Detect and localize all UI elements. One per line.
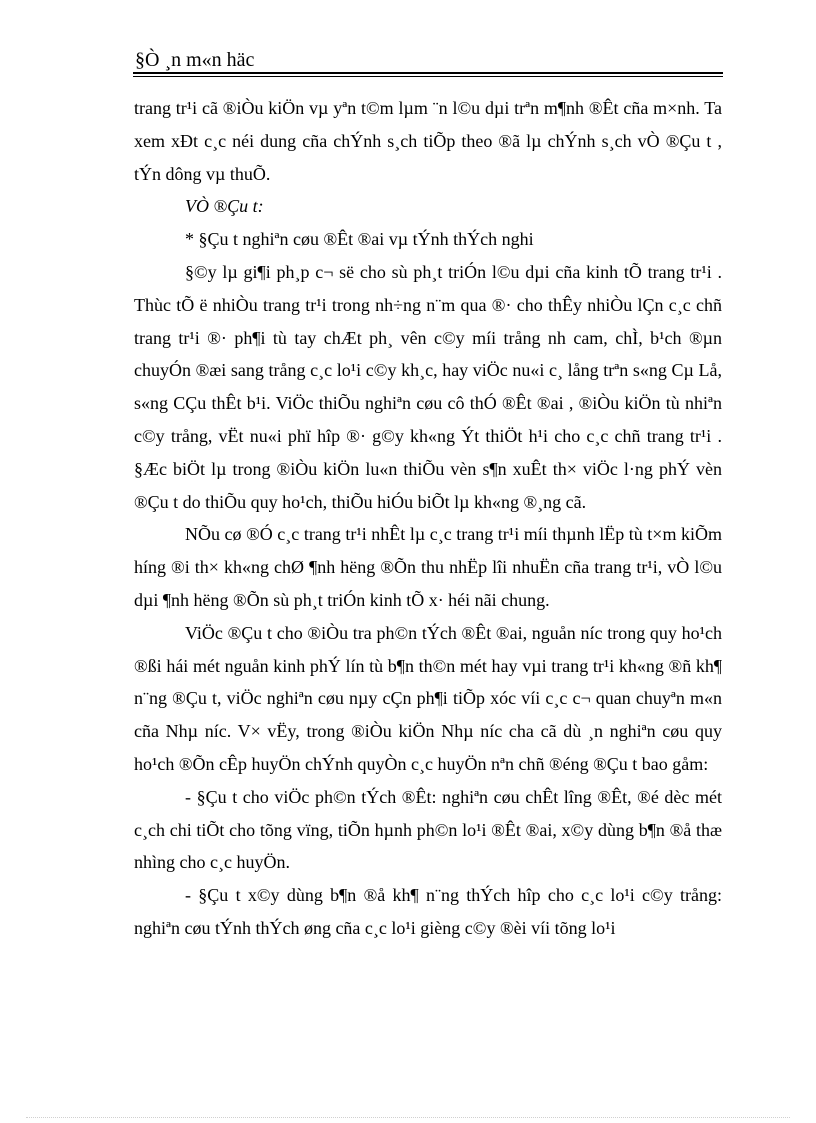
page-header — [133, 48, 723, 76]
page-bottom-border — [26, 1117, 790, 1118]
header-title: §Ò ¸n m«n häc — [135, 49, 255, 71]
section-heading-investment: VÒ ®Çu t: — [185, 196, 264, 217]
paragraph: NÕu cø ®Ó c¸c trang tr¹i nhÊt lµ c¸c trang tr¹i míi thµnh lËp tù t×m kiÕm híng ®i th× kh«ng chØ ¶nh hëng ®Õn thu nhËp lîi nhuËn cña trang tr¹i, vÒ l©u dµi ¶nh hëng ®Õn sù ph¸t triÓn kinh tÕ x· héi nãi chung. — [134, 524, 722, 610]
paragraph-continuation: trang tr¹i cã ®iÒu kiÖn vµ yªn t©m lµm ¨n l©u dµi trªn m¶nh ®Êt cña m×nh. Ta xem xÐt c¸c néi dung cña chÝnh s¸ch tiÕp theo ®ã lµ chÝnh s¸ch vÒ ®Çu t , tÝn dông vµ thuÕ. — [134, 98, 722, 184]
paragraph: §©y lµ gi¶i ph¸p c¬ së cho sù ph¸t triÓn l©u dµi cña kinh tÕ trang tr¹i . Thùc tÕ ë nhiÒu trang tr¹i trong nh÷ng n¨m qua ®· cho thÊy nhiÒu lÇn c¸c chñ trang tr¹i ®· ph¶i tù tay chÆt ph¸ vên c©y míi trång nh cam, chÌ, b¹ch ®µn chuyÓn ®æi sang trång c¸c lo¹i c©y kh¸c, hay viÖc nu«i c¸ lång trªn s«ng Cµ Lå, s«ng CÇu thÊt b¹i. ViÖc thiÕu nghiªn cøu cô thÓ ®Êt ®ai , ®iÒu kiÖn tù nhiªn c©y trång, vËt nu«i phï hîp ®· g©y kh«ng Ýt thiÖt h¹i cho c¸c chñ trang tr¹i . §Æc biÖt lµ trong ®iÒu kiÖn lu«n thiÕu vèn s¶n xuÊt th× viÖc l·ng phÝ vèn ®Çu t do thiÕu quy ho¹ch, thiÕu hiÓu biÕt lµ kh«ng ®¸ng cã. — [134, 261, 722, 512]
body-text — [134, 92, 722, 945]
list-item: - §Çu t cho viÖc ph©n tÝch ®Êt: nghiªn cøu chÊt lîng ®Êt, ®é dèc mét c¸ch chi tiÕt cho tõng vïng, tiÕn hµnh ph©n lo¹i ®Êt ®ai, x©y dùng b¶n ®å thæ nhìng cho c¸c huyÖn. — [134, 786, 722, 873]
header-rule-thin — [133, 76, 723, 77]
paragraph: ViÖc ®Çu t cho ®iÒu tra ph©n tÝch ®Êt ®ai, nguån níc trong quy ho¹ch ®ßi hái mét nguån kinh phÝ lín tù b¶n th©n mét hay vµi trang tr¹i kh«ng ®ñ kh¶ n¨ng ®Çu t, viÖc nghiªn cøu nµy cÇn ph¶i tiÕp xóc víi c¸c c¬ quan chuyªn m«n cña Nhµ níc. V× vËy, trong ®iÒu kiÖn Nhµ níc cha cã dù ¸n nghiªn cøu quy ho¹ch ®Õn cÊp huyÖn chÝnh quyÒn c¸c huyÖn nªn chñ ®éng ®Çu t bao gåm: — [134, 622, 722, 774]
list-item: - §Çu t x©y dùng b¶n ®å kh¶ n¨ng thÝch hîp cho c¸c lo¹i c©y trång: nghiªn cøu tÝnh thÝch øng cña c¸c lo¹i gièng c©y ®èi víi tõng lo¹i — [134, 885, 722, 938]
header-rule-thick — [133, 72, 723, 74]
subheading-land-research: * §Çu t nghiªn cøu ®Êt ®ai vµ tÝnh thÝch nghi — [185, 229, 534, 250]
